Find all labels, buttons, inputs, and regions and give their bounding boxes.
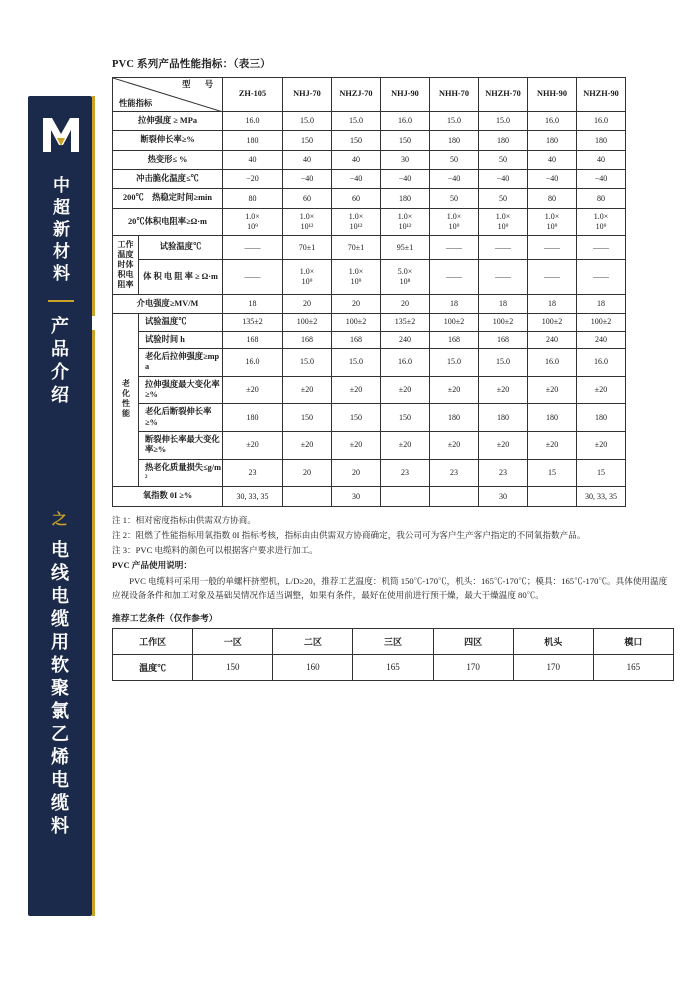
recommended-conditions-table xyxy=(112,628,674,681)
table-cell: 70±1 xyxy=(283,235,332,260)
note-2: 注 2：阻燃了性能指标用氧指数 0I 指标考核，指标由由供需双方协商确定，我公司可为客户生产客户指定的不同氧指数产品。 xyxy=(112,530,586,540)
table-row xyxy=(113,376,675,404)
table-cell: —— xyxy=(479,235,528,260)
table-cell: 168 xyxy=(283,331,332,348)
table-cell xyxy=(430,487,479,506)
note-1: 注 1：相对密度指标由供需双方协商。 xyxy=(112,514,256,525)
table-cell: ±20 xyxy=(283,376,332,404)
table-cell: 150 xyxy=(283,404,332,432)
table-cell: ±20 xyxy=(381,432,430,460)
table-cell: 16.0 xyxy=(223,348,283,376)
rec-cell: 170 xyxy=(433,654,513,680)
brand-subtitle-vertical: 产品介绍 xyxy=(49,316,69,408)
table-cell: 60 xyxy=(283,189,332,208)
rec-header-cell: 二区 xyxy=(273,628,353,654)
table-cell: 180 xyxy=(381,189,430,208)
table-cell: —— xyxy=(223,235,283,260)
row-label: 断裂伸长率最大变化率≥% xyxy=(139,432,223,460)
table-cell: 180 xyxy=(430,131,479,150)
table-row xyxy=(113,170,675,189)
table-cell: 180 xyxy=(223,131,283,150)
table-cell: 20 xyxy=(381,294,430,313)
table-cell: 18 xyxy=(223,294,283,313)
table-cell: 180 xyxy=(577,404,626,432)
table-cell xyxy=(381,487,430,506)
rec-header-cell: 一区 xyxy=(193,628,273,654)
table-cell: 180 xyxy=(430,404,479,432)
rec-cell: 170 xyxy=(513,654,593,680)
table-cell: 16.0 xyxy=(577,348,626,376)
usage-title: PVC 产品使用说明： xyxy=(112,560,192,571)
table-cell: 180 xyxy=(223,404,283,432)
table-cell: 15.0 xyxy=(479,348,528,376)
table-cell: —— xyxy=(528,235,577,260)
row-label: 拉伸强度最大变化率≥% xyxy=(139,376,223,404)
table-row xyxy=(113,404,675,432)
table-cell: 23 xyxy=(430,459,479,487)
table-cell: 40 xyxy=(577,150,626,169)
brand-product-line-vertical: 电线电缆用软聚氯乙烯电缆料 xyxy=(49,540,69,839)
table-cell: 168 xyxy=(430,331,479,348)
rec-cell: 150 xyxy=(193,654,273,680)
table-cell: 240 xyxy=(528,331,577,348)
table-cell: ±20 xyxy=(528,432,577,460)
recommended-conditions-title: 推荐工艺条件（仅作参考） xyxy=(112,612,218,623)
table-cell: 135±2 xyxy=(223,314,283,331)
table-cell: 168 xyxy=(479,331,528,348)
table-cell: ±20 xyxy=(430,376,479,404)
table-cell: 20 xyxy=(283,294,332,313)
table-row xyxy=(113,208,675,235)
table-cell: 15.0 xyxy=(283,112,332,131)
table-cell: —— xyxy=(430,260,479,294)
table-row xyxy=(113,294,675,313)
table-row xyxy=(113,112,675,131)
row-label: 20℃体积电阻率≥Ω·m xyxy=(113,208,223,235)
table-cell: 1.0× 10⁹ xyxy=(528,208,577,235)
table-cell: −40 xyxy=(528,170,577,189)
row-label: 试验时间 h xyxy=(139,331,223,348)
table-row xyxy=(113,331,675,348)
table-cell: —— xyxy=(577,235,626,260)
document-content xyxy=(112,56,674,681)
table-cell: 16.0 xyxy=(528,348,577,376)
table-cell: 30 xyxy=(332,487,381,506)
table-cell: ±20 xyxy=(332,376,381,404)
notes-block xyxy=(112,513,674,603)
table-cell: 15 xyxy=(528,459,577,487)
table-cell: 240 xyxy=(577,331,626,348)
rec-cell: 160 xyxy=(273,654,353,680)
table-row xyxy=(113,487,675,506)
table-cell: 20 xyxy=(283,459,332,487)
table-cell: 16.0 xyxy=(528,112,577,131)
table-cell: 150 xyxy=(332,131,381,150)
table-cell: −40 xyxy=(381,170,430,189)
table-cell: 100±2 xyxy=(332,314,381,331)
table-cell: 100±2 xyxy=(430,314,479,331)
model-header: NHJ-90 xyxy=(381,78,430,112)
model-header: ZH-105 xyxy=(223,78,283,112)
table-row xyxy=(113,314,675,331)
row-label: 热老化质量损失≤g/m² xyxy=(139,459,223,487)
table-cell: 50 xyxy=(479,189,528,208)
table-row xyxy=(113,260,675,294)
model-header: NHJ-70 xyxy=(283,78,332,112)
table-cell: 16.0 xyxy=(381,348,430,376)
table-cell: −40 xyxy=(332,170,381,189)
row-group-label: 工作温度时体积电阻率 xyxy=(113,235,139,294)
table-cell: 168 xyxy=(223,331,283,348)
table-cell: —— xyxy=(528,260,577,294)
table-cell: 16.0 xyxy=(381,112,430,131)
table-cell: 40 xyxy=(332,150,381,169)
table-cell: 18 xyxy=(577,294,626,313)
rec-header-cell: 四区 xyxy=(433,628,513,654)
table-cell: —— xyxy=(430,235,479,260)
table-cell: 50 xyxy=(430,150,479,169)
table-cell: 135±2 xyxy=(381,314,430,331)
table-cell: 1.0× 10⁹ xyxy=(577,208,626,235)
row-label: 氧指数 0I ≥% xyxy=(113,487,223,506)
table-cell: 1.0× 10⁹ xyxy=(332,260,381,294)
table-cell: 18 xyxy=(430,294,479,313)
table-cell xyxy=(283,487,332,506)
row-label: 冲击脆化温度≤℃ xyxy=(113,170,223,189)
table-cell: 1.0× 10⁹ xyxy=(223,208,283,235)
table-cell: ±20 xyxy=(479,376,528,404)
brand-connector-char: 之 xyxy=(52,512,68,528)
table-cell: 100±2 xyxy=(283,314,332,331)
table-cell: 150 xyxy=(283,131,332,150)
table-cell: 16.0 xyxy=(577,112,626,131)
table-cell: ±20 xyxy=(577,376,626,404)
row-label: 体 积 电 阻 率 ≥ Ω·m xyxy=(139,260,223,294)
table-row xyxy=(113,459,675,487)
brand-name-vertical: 中超新材料 xyxy=(50,176,69,286)
table-row xyxy=(113,131,675,150)
table-cell: 180 xyxy=(528,404,577,432)
table-row xyxy=(113,432,675,460)
table-row xyxy=(113,654,674,680)
sidebar-accent-top xyxy=(92,96,95,316)
usage-body: PVC 电缆料可采用一般的单螺杆挤塑机，L/D≥20，推荐工艺温度：机筒 150℃-170℃，机头：165℃-170℃；模具：165℃-170℃。具体使用温度应视设备条件和加工对象及基础吴情况作适当调整，如果有条件，最好在使用前进行预干燥，最大干燥温度 80℃。 xyxy=(112,575,668,601)
table-corner-header: 型 号 性能指标 xyxy=(113,78,223,112)
table-cell: 15.0 xyxy=(479,112,528,131)
table-cell: 40 xyxy=(528,150,577,169)
table-cell: 15 xyxy=(577,459,626,487)
table-cell: 100±2 xyxy=(479,314,528,331)
table-cell: −40 xyxy=(283,170,332,189)
rec-cell: 165 xyxy=(593,654,673,680)
table-cell: 100±2 xyxy=(528,314,577,331)
table-cell: 1.0× 10⁹ xyxy=(283,260,332,294)
model-header: NHZJ-70 xyxy=(332,78,381,112)
table-cell: 16.0 xyxy=(223,112,283,131)
table-cell: 23 xyxy=(223,459,283,487)
table-cell: 23 xyxy=(479,459,528,487)
table-cell: −40 xyxy=(479,170,528,189)
table-cell: 1.0× 10¹² xyxy=(283,208,332,235)
table-cell: 30 xyxy=(381,150,430,169)
table-cell: 80 xyxy=(223,189,283,208)
table-cell: 60 xyxy=(332,189,381,208)
spec-table xyxy=(112,77,675,507)
table-cell: 180 xyxy=(528,131,577,150)
table-cell: 1.0× 10⁹ xyxy=(479,208,528,235)
table-cell: 1.0× 10¹² xyxy=(332,208,381,235)
table-cell: 180 xyxy=(479,131,528,150)
table-cell: 15.0 xyxy=(430,112,479,131)
model-header: NHH-90 xyxy=(528,78,577,112)
table-cell: 15.0 xyxy=(430,348,479,376)
table-cell: —— xyxy=(223,260,283,294)
table-cell: 15.0 xyxy=(283,348,332,376)
table-cell: ±20 xyxy=(528,376,577,404)
table-row xyxy=(113,189,675,208)
row-label: 试验温度℃ xyxy=(139,235,223,260)
table-cell: 100±2 xyxy=(577,314,626,331)
table-cell: 18 xyxy=(528,294,577,313)
table-cell: 80 xyxy=(528,189,577,208)
table-cell: 70±1 xyxy=(332,235,381,260)
table-cell: 30, 33, 35 xyxy=(223,487,283,506)
row-group-label: 老化性能 xyxy=(113,314,139,487)
table-cell: 23 xyxy=(381,459,430,487)
rec-row-label: 温度℃ xyxy=(113,654,193,680)
table-cell: −40 xyxy=(430,170,479,189)
table-row xyxy=(113,150,675,169)
table-cell: ±20 xyxy=(381,376,430,404)
table-cell: 40 xyxy=(283,150,332,169)
row-label: 断裂伸长率≥% xyxy=(113,131,223,150)
model-header: NHZH-90 xyxy=(577,78,626,112)
table-cell: —— xyxy=(577,260,626,294)
rec-header-cell: 三区 xyxy=(353,628,433,654)
model-header: NHZH-70 xyxy=(479,78,528,112)
table-cell: ±20 xyxy=(479,432,528,460)
model-header: NHH-70 xyxy=(430,78,479,112)
rec-header-cell: 模口 xyxy=(593,628,673,654)
sidebar-divider xyxy=(48,300,74,302)
note-3: 注 3：PVC 电缆料的颜色可以根据客户要求进行加工。 xyxy=(112,545,318,556)
table-cell: 240 xyxy=(381,331,430,348)
table-cell: 30, 33, 35 xyxy=(577,487,626,506)
row-label: 拉伸强度 ≥ MPa xyxy=(113,112,223,131)
table-cell: 180 xyxy=(479,404,528,432)
row-label: 试验温度℃ xyxy=(139,314,223,331)
table-cell: ±20 xyxy=(430,432,479,460)
table-cell: 180 xyxy=(577,131,626,150)
row-label: 介电强度≥MV/M xyxy=(113,294,223,313)
table-cell: 95±1 xyxy=(381,235,430,260)
table-cell: 15.0 xyxy=(332,348,381,376)
table-cell: −40 xyxy=(577,170,626,189)
table-cell: 1.0× 10¹² xyxy=(381,208,430,235)
table-cell: —— xyxy=(479,260,528,294)
table-cell: ±20 xyxy=(577,432,626,460)
table-row xyxy=(113,235,675,260)
table-cell: ±20 xyxy=(223,376,283,404)
row-label: 老化后断裂伸长率≥% xyxy=(139,404,223,432)
rec-cell: 165 xyxy=(353,654,433,680)
table-cell: ±20 xyxy=(283,432,332,460)
table-cell: 20 xyxy=(332,459,381,487)
table-cell: 150 xyxy=(381,404,430,432)
row-label: 热变形≤ % xyxy=(113,150,223,169)
rec-header-cell: 机头 xyxy=(513,628,593,654)
table-cell: 18 xyxy=(479,294,528,313)
table-cell: 150 xyxy=(332,404,381,432)
company-logo-icon xyxy=(40,112,82,156)
table-cell: 1.0× 10⁹ xyxy=(430,208,479,235)
table-row xyxy=(113,348,675,376)
table-cell: 168 xyxy=(332,331,381,348)
row-label: 老化后拉伸强度≥mpa xyxy=(139,348,223,376)
table-cell: −20 xyxy=(223,170,283,189)
rec-header-cell: 工作区 xyxy=(113,628,193,654)
table-cell: 50 xyxy=(479,150,528,169)
table-cell: 15.0 xyxy=(332,112,381,131)
table-cell: ±20 xyxy=(223,432,283,460)
table-cell: 40 xyxy=(223,150,283,169)
table-cell: ±20 xyxy=(332,432,381,460)
table-cell: 150 xyxy=(381,131,430,150)
row-label: 200℃ 热稳定时间≥min xyxy=(113,189,223,208)
table-row xyxy=(113,628,674,654)
sidebar-accent-bottom xyxy=(92,330,95,916)
table-cell xyxy=(528,487,577,506)
table-cell: 50 xyxy=(430,189,479,208)
table-cell: 20 xyxy=(332,294,381,313)
page-title: PVC 系列产品性能指标：（表三） xyxy=(112,59,271,70)
table-cell: 80 xyxy=(577,189,626,208)
table-cell: 30 xyxy=(479,487,528,506)
table-cell: 5.0× 10⁸ xyxy=(381,260,430,294)
